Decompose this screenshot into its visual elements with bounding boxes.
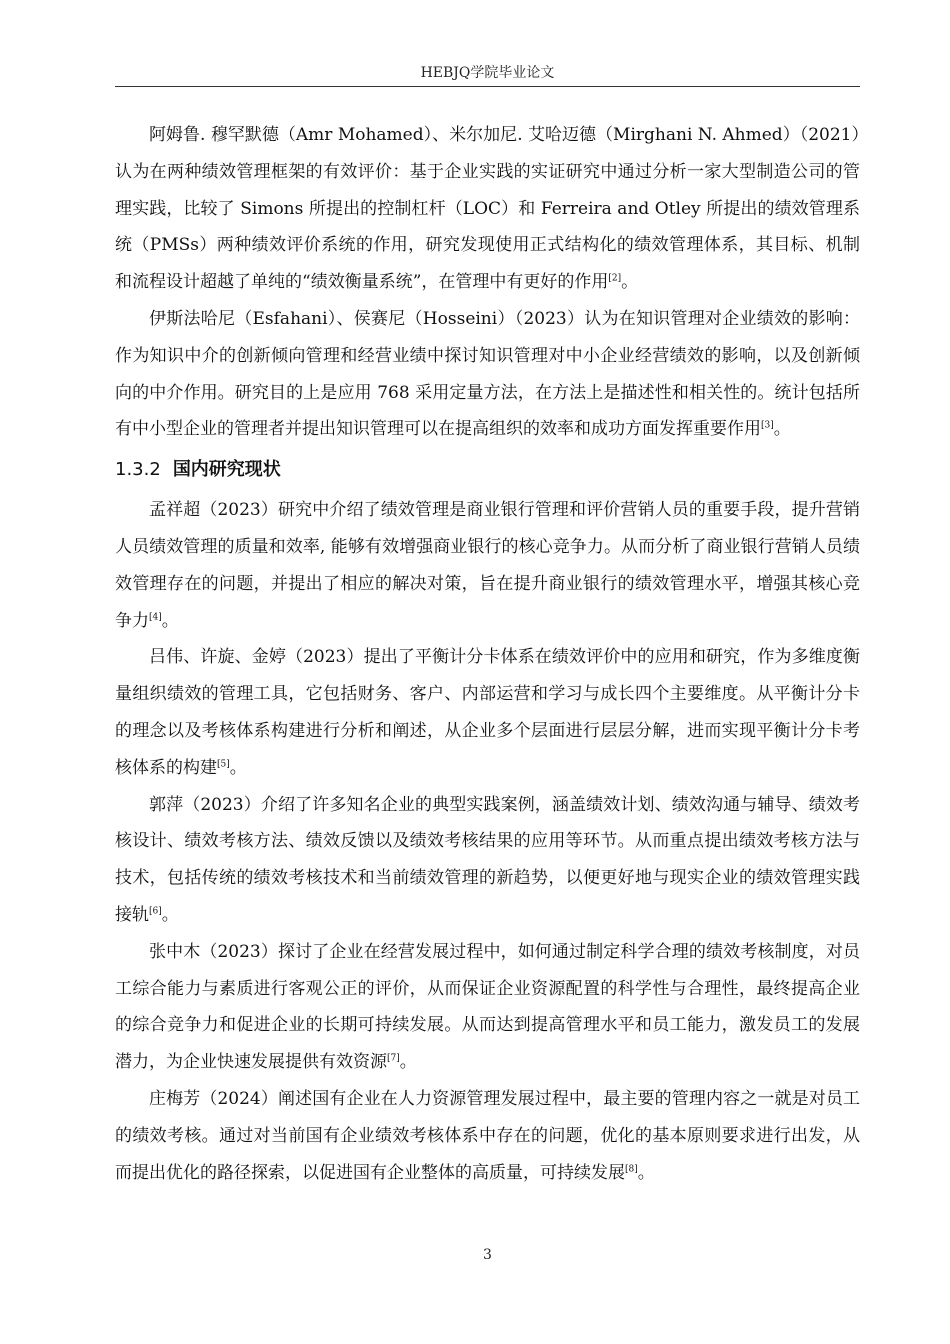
citation-ref: [2] [608,273,622,284]
paragraph-zhang: 张中木（2023）探讨了企业在经营发展过程中，如何通过制定科学合理的绩效考核制度，对员工综合能力与素质进行客观公正的评价，从而保证企业资源配置的科学性与合理性，最终提高企业的综合竞争力和促进企业的长期可持续发展。从而达到提高管理水平和员工能力，激发员工的发展潜力，为企业快速发展提供有效资源[7]。 [115,941,860,1073]
page-body [115,117,860,1191]
paragraph-guo: 郭萍（2023）介绍了许多知名企业的典型实践案例，涵盖绩效计划、绩效沟通与辅导、绩效考核设计、绩效考核方法、绩效反馈以及绩效考核结果的应用等环节。从而重点提出绩效考核方法与技术，包括传统的绩效考核技术和当前绩效管理的新趋势，以便更好地与现实企业的绩效管理实践接轨[6]。 [115,794,860,925]
paragraph-meng: 孟祥超（2023）研究中介绍了绩效管理是商业银行管理和评价营销人员的重要手段，提升营销人员绩效管理的质量和效率, 能够有效增强商业银行的核心竞争力。从而分析了商业银行营销人员绩效管理存在的问题，并提出了相应的解决对策，旨在提升商业银行的绩效管理水平，增强其核心竞争力[4]。 [115,500,860,631]
citation-ref: [4] [149,611,162,622]
citation-ref: [5] [217,759,230,770]
running-header: HEBJQ学院毕业论文 [420,65,555,81]
citation-ref: [6] [149,906,162,917]
paragraph-zhuang: 庄梅芳（2024）阐述国有企业在人力资源管理发展过程中，最主要的管理内容之一就是对员工的绩效考核。通过对当前国有企业绩效考核体系中存在的问题，优化的基本原则要求进行出发，从而提出优化的路径探索，以促进国有企业整体的高质量，可持续发展[8]。 [115,1088,860,1183]
header-rule [115,86,860,87]
section-number: 1.3.2 [115,459,161,481]
section-title: 国内研究现状 [172,459,281,481]
section-heading [115,452,860,488]
citation-ref: [3] [761,420,774,431]
paragraph-lv: 吕伟、许旋、金婷（2023）提出了平衡计分卡体系在绩效评价中的应用和研究，作为多维度衡量组织绩效的管理工具，它包括财务、客户、内部运营和学习与成长四个主要维度。从平衡计分卡的理念以及考核体系构建进行分析和阐述，从企业多个层面进行层层分解，进而实现平衡计分卡考核体系的构建[5]。 [115,647,860,778]
citation-ref: [8] [625,1163,638,1174]
page-number: 3 [483,1247,492,1263]
paragraph-amr-mohamed: 阿姆鲁. 穆罕默德（Amr Mohamed）、米尔加尼. 艾哈迈德（Mirghani N. Ahmed）（2021）认为在两种绩效管理框架的有效评价：基于企业实践的实证研究中通过分析一家大型制造公司的管理实践，比较了 Simons 所提出的控制杠杆（LOC）和 Ferreira and Otley 所提出的绩效管理系统（PMSs）两种绩效评价系统的作用，研究发现使用正式结构化的绩效管理体系，其目标、机制和流程设计超越了单纯的“绩效衡量系统”，在管理中有更好的作用[2]。 [115,125,860,293]
paragraph-esfahani: 伊斯法哈尼（Esfahani）、侯赛尼（Hosseini）（2023）认为在知识管理对企业绩效的影响：作为知识中介的创新倾向管理和经营业绩中探讨知识管理对中小企业经营绩效的影响，以及创新倾向的中介作用。研究目的上是应用 768 采用定量方法，在方法上是描述性和相关性的。统计包括所有中小型企业的管理者并提出知识管理可以在提高组织的效率和成功方面发挥重要作用[3]。 [115,308,860,440]
citation-ref: [7] [387,1053,400,1064]
